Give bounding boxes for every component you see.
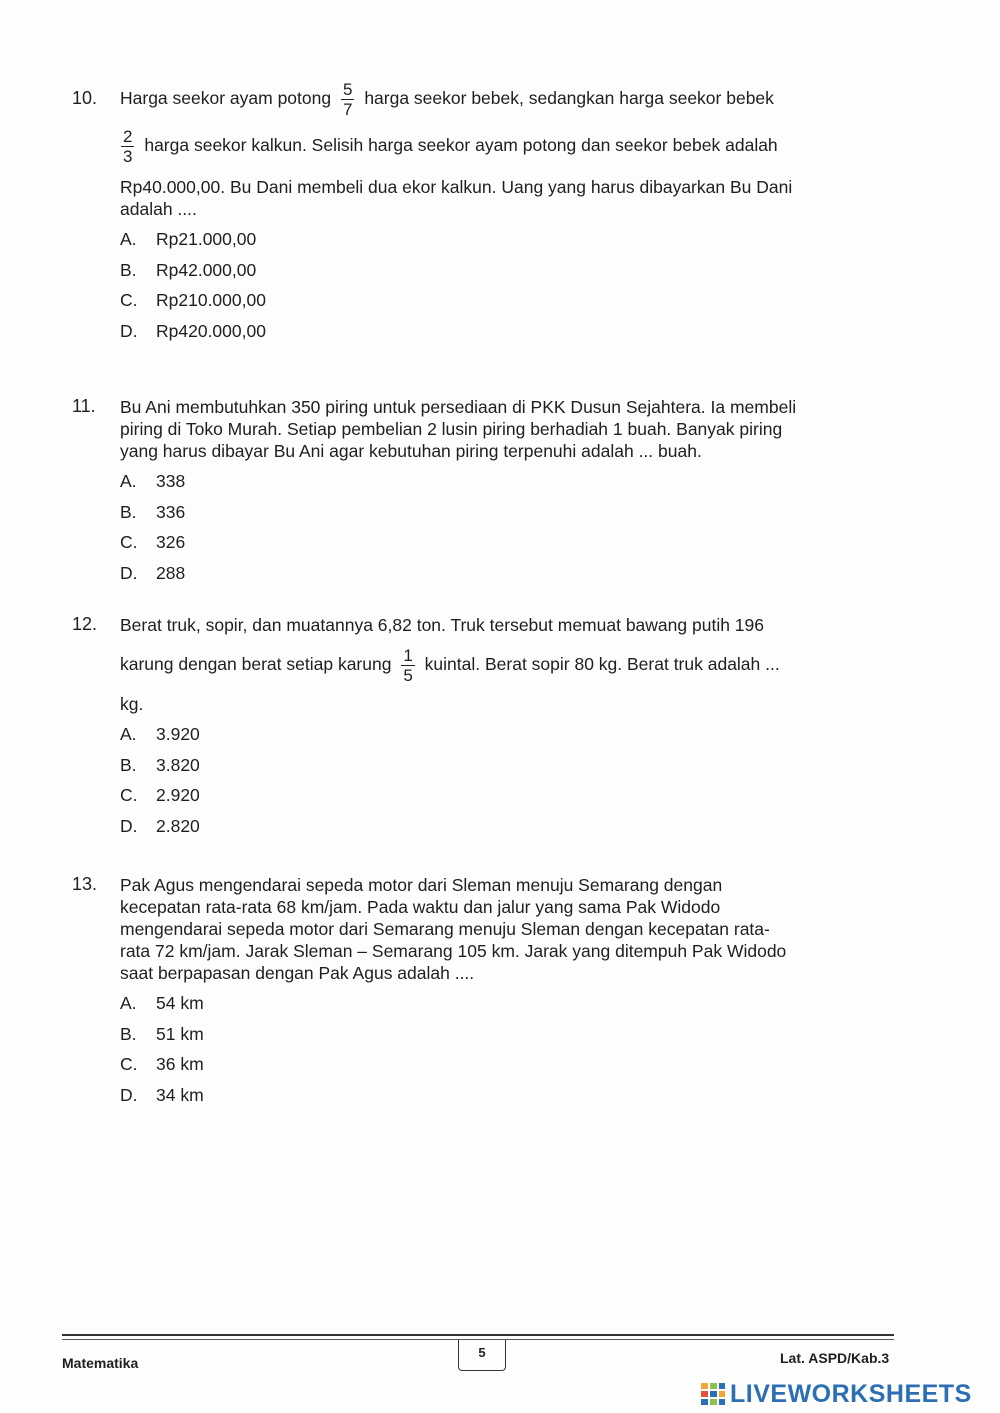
answer-options: [120, 466, 902, 588]
question-line: [120, 646, 902, 685]
option-b[interactable]: [120, 497, 902, 528]
option-label: C.: [120, 785, 138, 805]
answer-options: [120, 988, 902, 1110]
question-body: [120, 614, 902, 841]
option-label: C.: [120, 532, 138, 552]
question-text: kuintal. Berat sopir 80 kg. Berat truk adalah ...: [424, 654, 780, 675]
option-label: D.: [120, 1084, 138, 1105]
fraction: [401, 646, 414, 685]
option-label: B.: [120, 754, 137, 775]
question-line: rata 72 km/jam. Jarak Sleman – Semarang 105 km. Jarak yang ditempuh Pak Widodo: [120, 941, 787, 961]
option-c[interactable]: [120, 1049, 902, 1080]
question-10: [72, 80, 902, 346]
question-text: harga seekor bebek, sedangkan harga seekor bebek: [364, 88, 774, 109]
option-label: B.: [120, 501, 137, 522]
option-label: D.: [120, 815, 138, 836]
option-text: 2.920: [156, 785, 200, 805]
fraction: [341, 80, 354, 119]
option-a[interactable]: [120, 719, 902, 750]
option-b[interactable]: [120, 255, 902, 286]
question-13: [72, 874, 902, 1110]
question-body: [120, 874, 902, 1110]
question-line: kecepatan rata-rata 68 km/jam. Pada waktu dan jalur yang sama Pak Widodo: [120, 897, 721, 917]
option-label: A.: [120, 471, 137, 491]
question-line: kg.: [120, 694, 144, 714]
question-line: [120, 80, 902, 119]
option-text: 36 km: [156, 1054, 204, 1074]
question-line: yang harus dibayar Bu Ani agar kebutuhan piring terpenuhi adalah ... buah.: [120, 441, 702, 461]
option-text: 3.920: [156, 724, 200, 744]
option-text: 34 km: [156, 1084, 204, 1105]
option-c[interactable]: [120, 285, 902, 316]
option-label: A.: [120, 229, 137, 249]
option-d[interactable]: [120, 558, 902, 589]
option-text: Rp210.000,00: [156, 290, 266, 310]
question-body: [120, 396, 902, 588]
question-11: [72, 396, 902, 588]
option-a[interactable]: [120, 988, 902, 1019]
fraction-numerator: 5: [342, 80, 353, 99]
question-12: [72, 614, 902, 841]
option-d[interactable]: [120, 811, 902, 842]
question-line: Pak Agus mengendarai sepeda motor dari Sleman menuju Semarang dengan: [120, 875, 723, 895]
option-c[interactable]: [120, 780, 902, 811]
option-text: 3.820: [156, 754, 200, 775]
fraction-denominator: 3: [123, 147, 133, 166]
question-number: 12.: [72, 614, 98, 634]
option-label: B.: [120, 259, 137, 280]
option-a[interactable]: [120, 466, 902, 497]
footer-subject: Matematika: [62, 1355, 139, 1371]
option-label: B.: [120, 1023, 137, 1044]
option-text: 2.820: [156, 815, 200, 836]
option-b[interactable]: [120, 1019, 902, 1050]
question-number: 10.: [72, 88, 98, 108]
option-text: 54 km: [156, 993, 204, 1013]
option-label: D.: [120, 562, 138, 583]
option-text: 338: [156, 471, 186, 491]
page-number: 5: [458, 1340, 506, 1371]
option-text: 336: [156, 501, 186, 522]
question-text: harga seekor kalkun. Selisih harga seekor ayam potong dan seekor bebek adalah: [144, 135, 778, 156]
question-line: mengendarai sepeda motor dari Semarang menuju Sleman dengan kecepatan rata-: [120, 919, 770, 939]
question-line: Rp40.000,00. Bu Dani membeli dua ekor kalkun. Uang yang harus dibayarkan Bu Dani: [120, 177, 793, 197]
question-text: Harga seekor ayam potong: [120, 88, 332, 109]
answer-options: [120, 224, 902, 346]
answer-options: [120, 719, 902, 841]
question-line: piring di Toko Murah. Setiap pembelian 2 lusin piring berhadiah 1 buah. Banyak piring: [120, 419, 783, 439]
fraction: [121, 127, 134, 166]
question-body: [120, 80, 902, 346]
option-label: C.: [120, 1054, 138, 1074]
option-label: A.: [120, 993, 137, 1013]
liveworksheets-brand-text: LIVEWORKSHEETS: [730, 1379, 972, 1408]
liveworksheets-icon: [700, 1382, 726, 1406]
question-line: saat berpapasan dengan Pak Agus adalah ....: [120, 963, 475, 983]
option-text: Rp42.000,00: [156, 259, 257, 280]
option-label: C.: [120, 290, 138, 310]
fraction-numerator: 2: [123, 127, 133, 146]
option-text: Rp420.000,00: [156, 320, 266, 341]
option-text: 326: [156, 532, 186, 552]
question-number: 11.: [72, 396, 96, 416]
option-text: Rp21.000,00: [156, 229, 257, 249]
option-a[interactable]: [120, 224, 902, 255]
option-text: 288: [156, 562, 186, 583]
question-text: karung dengan berat setiap karung: [120, 654, 392, 675]
question-line: adalah ....: [120, 199, 197, 219]
option-c[interactable]: [120, 527, 902, 558]
liveworksheets-logo[interactable]: [700, 1378, 972, 1410]
option-text: 51 km: [156, 1023, 204, 1044]
footer-rule: [62, 1334, 894, 1336]
option-b[interactable]: [120, 750, 902, 781]
question-number: 13.: [72, 874, 98, 894]
fraction-denominator: 7: [342, 100, 353, 119]
option-d[interactable]: [120, 316, 902, 347]
question-line: Bu Ani membutuhkan 350 piring untuk persediaan di PKK Dusun Sejahtera. Ia membeli: [120, 397, 797, 417]
question-line: Berat truk, sopir, dan muatannya 6,82 ton. Truk tersebut memuat bawang putih 196: [120, 615, 764, 635]
footer-code: Lat. ASPD/Kab.3: [780, 1350, 890, 1366]
option-d[interactable]: [120, 1080, 902, 1111]
fraction-numerator: 1: [403, 646, 413, 665]
question-line: [116, 127, 902, 166]
fraction-denominator: 5: [403, 666, 413, 685]
option-label: D.: [120, 320, 138, 341]
option-label: A.: [120, 724, 137, 744]
